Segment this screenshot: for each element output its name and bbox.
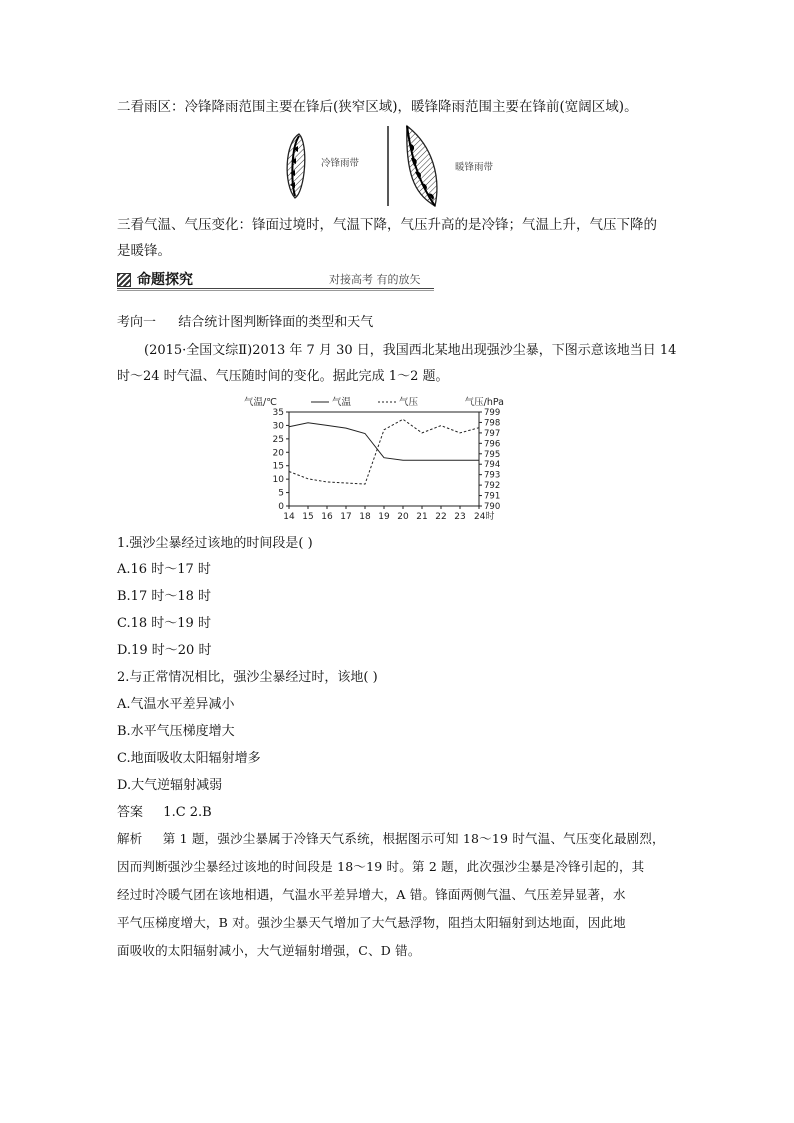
warm-front-label: 暖锋雨带 [455,162,494,173]
question-2-stem: 2.与正常情况相比，强沙尘暴经过时，该地( ) [117,670,378,685]
y-right-tick-label: 793 [484,470,501,481]
y-right-tick-label: 792 [484,481,501,492]
q1-option-c: C.18 时～19 时 [117,616,211,631]
legend-pressure-label: 气压 [399,397,419,408]
x-tick-label: 16 [321,512,333,522]
y-right-axis-title: 气压/hPa [464,397,504,408]
y-left-tick-label: 10 [272,475,284,486]
x-tick-label: 24时 [474,512,495,522]
section-title: 命题探究 [137,272,193,288]
x-tick-label: 20 [397,512,409,522]
plot-frame [289,412,479,506]
warm-front-rain-belt [407,126,437,206]
pressure-line [289,419,479,484]
stem-line-2: 时～24 时气温、气压随时间的变化。据此完成 1～2 题。 [117,369,449,384]
q1-option-d: D.19 时～20 时 [117,643,212,658]
analysis-label: 解析 [117,831,143,846]
y-right-tick-label: 794 [484,460,501,471]
direction-line [117,313,373,333]
legend-temp-label: 气温 [332,397,352,408]
y-right-tick-label: 791 [484,491,501,502]
y-left-axis-title: 气温/℃ [244,397,277,408]
x-tick-label: 18 [359,512,371,522]
section-subtitle: 对接高考 有的放矢 [329,273,421,286]
q2-option-a: A.气温水平差异减小 [117,697,235,712]
q2-option-c: C.地面吸收太阳辐射增多 [117,751,261,766]
y-left-tick-label: 15 [272,461,284,472]
direction-title: 结合统计图判断锋面的类型和天气 [178,315,374,330]
analysis-line-3: 经过时冷暖气团在该地相遇，气温水平差异增大，A 错。锋面两侧气温、气压差异显著，水 [117,887,626,902]
q1-option-b: B.17 时～18 时 [117,589,212,604]
analysis-line-2: 因而判断强沙尘暴经过该地的时间段是 18～19 时。第 2 题，此次强沙尘暴是冷锋引起的，其 [117,859,645,874]
front-rain-diagram [283,124,523,208]
temp-pressure-chart [238,394,504,524]
y-right-tick-label: 797 [484,428,501,439]
q2-option-d: D.大气逆辐射减弱 [117,778,223,793]
x-tick-label: 19 [378,512,390,522]
temp-pressure-text-1: 三看气温、气压变化：锋面过境时，气温下降，气压升高的是冷锋；气温上升，气压下降的 [117,217,657,233]
section-rule [117,288,434,289]
section-rule-thin [117,290,434,291]
y-right-tick-label: 790 [484,502,501,512]
y-left-tick-label: 35 [272,408,284,418]
y-left-tick-label: 20 [272,448,284,459]
q2-option-b: B.水平气压梯度增大 [117,724,235,739]
y-right-tick-label: 796 [484,439,501,450]
rain-area-text: 二看雨区：冷锋降雨范围主要在锋后(狭窄区域)，暖锋降雨范围主要在锋前(宽阔区域)。 [117,99,638,115]
temp-pressure-text-2: 是暖锋。 [117,243,171,259]
y-left-tick-label: 25 [272,434,284,445]
analysis-line-5: 面吸收的太阳辐射减小，大气逆辐射增强，C、D 错。 [117,943,421,958]
front-diagram-graphic [283,124,523,208]
x-tick-label: 23 [454,512,466,522]
analysis-line-4: 平气压梯度增大，B 对。强沙尘暴天气增加了大气悬浮物，阻挡太阳辐射到达地面，因此地 [117,915,626,930]
y-left-tick-label: 5 [278,488,284,499]
cold-front-label: 冷锋雨带 [321,158,360,169]
x-tick-label: 22 [435,512,447,522]
y-right-tick-label: 795 [484,449,501,460]
section-icon [117,273,131,287]
question-1-stem: 1.强沙尘暴经过该地的时间段是( ) [117,536,313,551]
analysis-line-1 [117,825,665,853]
answer-label: 答案 [117,805,144,820]
x-tick-label: 17 [340,512,352,522]
temperature-line [289,423,479,461]
stem-line-1: (2015·全国文综Ⅱ)2013 年 7 月 30 日，我国西北某地出现强沙尘暴，下图示意该地当日 14 [144,343,677,358]
x-tick-label: 14 [283,512,295,522]
cold-front-rain-belt [287,134,305,198]
y-left-tick-label: 30 [272,421,284,432]
answer-text: 1.C 2.B [163,805,212,820]
y-right-tick-label: 799 [484,408,501,418]
direction-label: 考向一 [117,315,157,330]
q1-option-a: A.16 时～17 时 [117,562,211,577]
x-tick-label: 15 [302,512,314,522]
x-tick-label: 21 [416,512,428,522]
y-left-tick-label: 0 [278,502,284,512]
y-right-tick-label: 798 [484,418,501,429]
answer-line [117,803,212,823]
section-header [117,270,434,292]
analysis-text-1: 第 1 题，强沙尘暴属于冷锋天气系统，根据图示可知 18～19 时气温、气压变化最剧烈， [162,831,665,846]
chart-svg [238,394,504,524]
